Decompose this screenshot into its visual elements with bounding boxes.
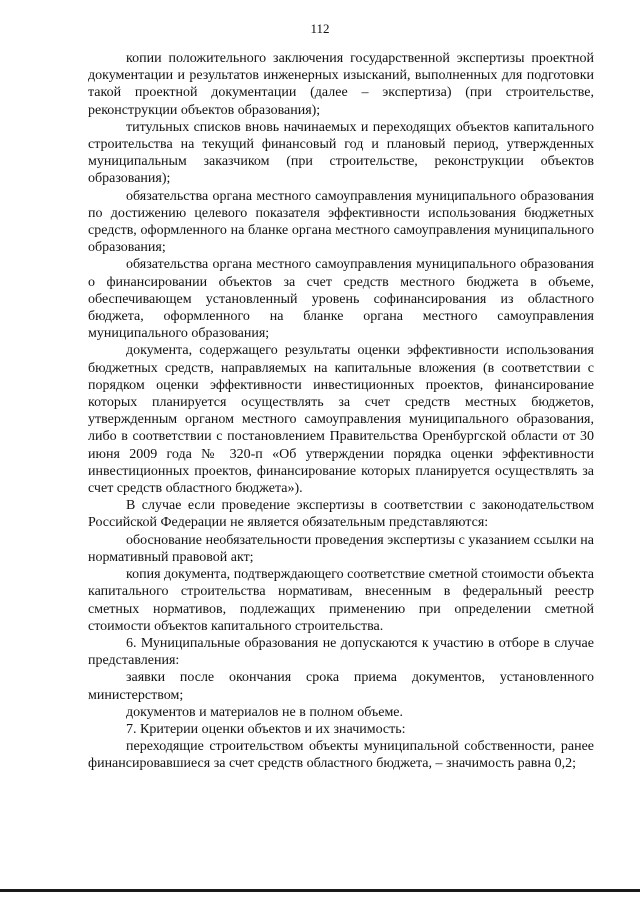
paragraph-criterion-weight: переходящие строительством объекты муниципальной собственности, ранее финансировавшиеся за счет средств областного бюджета, – значимость равна 0,2;: [88, 739, 594, 772]
paragraph-title-lists: титульных списков вновь начинаемых и переходящих объектов капитального строительства на текущий финансовый год и плановый период, утвержденных муниципальным заказчиком (при строительстве, реконструкции объектов образования);: [88, 119, 594, 187]
paragraph-financing-obligation: обязательства органа местного самоуправления муниципального образования о финансировании объектов за счет средств местного бюджета в объеме, обеспечивающем установленный уровень софинансирования из областного бюджета, оформленного на бланке органа местного самоуправления муниципального образования;: [88, 257, 594, 342]
paragraph-late-application: заявки после окончания срока приема документов, установленного министерством;: [88, 670, 594, 703]
bottom-rule: [0, 889, 640, 892]
paragraph-target-indicator-obligation: обязательства органа местного самоуправления муниципального образования по достижению целевого показателя эффективности использования бюджетных средств, оформленного на бланке органа местного самоуправления муниципального образования;: [88, 188, 594, 256]
page-number: 112: [310, 21, 330, 36]
paragraph-expertise-not-required: В случае если проведение экспертизы в соответствии с законодательством Российской Федерации не является обязательным представляются:: [88, 498, 594, 531]
paragraph-incomplete-documents: документов и материалов не в полном объеме.: [126, 704, 404, 720]
paragraph-section-7: 7. Критерии оценки объектов и их значимость:: [126, 721, 406, 737]
paragraph-expertise-conclusion: копии положительного заключения государственной экспертизы проектной документации и результатов инженерных изысканий, выполненных для подготовки такой проектной документации (далее – экспертиза) (при строительстве, реконструкции объектов образования);: [88, 51, 594, 118]
paragraph-section-6: 6. Муниципальные образования не допускаются к участию в отборе в случае представления:: [88, 635, 594, 669]
document-body: [88, 50, 594, 773]
paragraph-justification: обоснование необязательности проведения экспертизы с указанием ссылки на нормативный правовой акт;: [88, 532, 594, 565]
paragraph-estimate-cost-copy: копия документа, подтверждающего соответствие сметной стоимости объекта капитального строительства нормативам, внесенным в федеральный реестр сметных нормативов, подлежащих применению при определении сметной стоимости объектов капитального строительства.: [88, 567, 594, 634]
paragraph-efficiency-assessment: документа, содержащего результаты оценки эффективности использования бюджетных средств, направляемых на капитальные вложения (в соответствии с порядком оценки эффективности инвестиционных проектов, финансирование которых планируется осуществлять за счет средств местных бюджетов, утвержденным органом местного самоуправления муниципального образования, либо в соответствии с постановлением Правительства Оренбургской области от 30 июня 2009 года № 320-п «Об утверждении порядка оценки эффективности инвестиционных проектов, финансирование которых планируется осуществлять за счет средств областного бюджета»).: [88, 343, 594, 497]
